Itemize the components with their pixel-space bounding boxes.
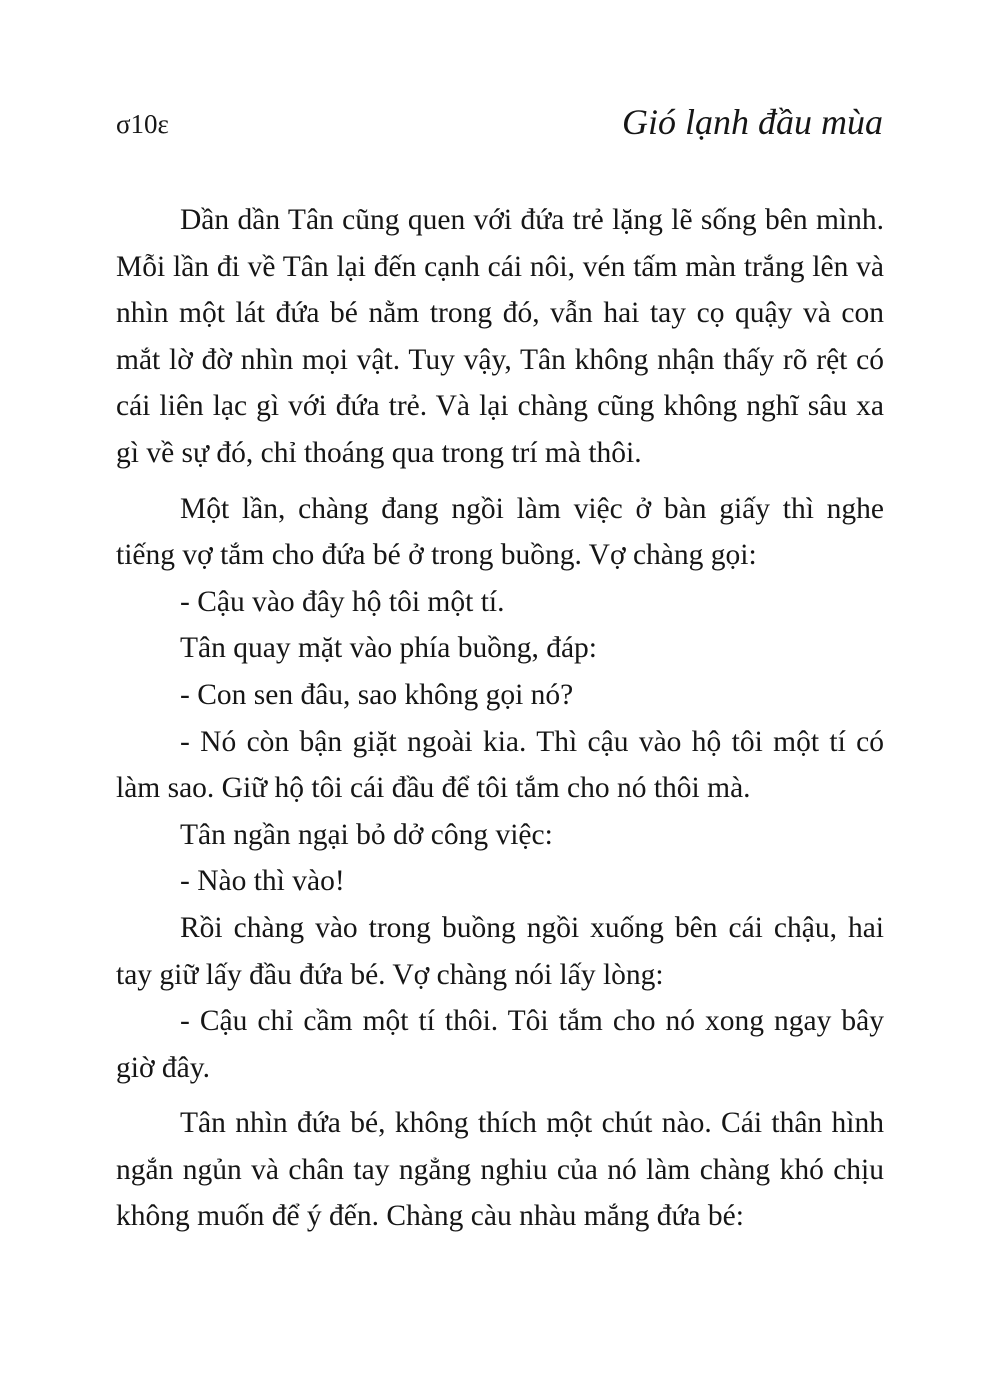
paragraph: - Nào thì vào! xyxy=(180,865,345,898)
running-title: Gió lạnh đầu mùa xyxy=(622,102,883,142)
page-header xyxy=(0,104,1000,154)
paragraph: Dần dần Tân cũng quen với đứa trẻ lặng lẽ sống bên mình. Mỗi lần đi về Tân lại đến cạnh cái nôi, vén tấm màn trắng lên và nhìn một lát đứa bé nằm trong đó, vẫn hai tay cọ quậy và con mắt lờ đờ nhìn mọi vật. Tuy vậy, Tân không nhận thấy rõ rệt có cái liên lạc gì với đứa trẻ. Và lại chàng cũng không nghĩ sâu xa gì về sự đó, chỉ thoáng qua trong trí mà thôi. xyxy=(116,204,884,469)
paragraph: - Con sen đâu, sao không gọi nó? xyxy=(180,678,574,711)
paragraph: - Nó còn bận giặt ngoài kia. Thì cậu vào hộ tôi một tí có làm sao. Giữ hộ tôi cái đầu để tôi tắm cho nó thôi mà. xyxy=(116,725,884,805)
paragraph: Rồi chàng vào trong buồng ngồi xuống bên cái chậu, hai tay giữ lấy đầu đứa bé. Vợ chàng nói lấy lòng: xyxy=(116,911,884,991)
page-number: σ10ε xyxy=(116,109,169,139)
paragraph: Một lần, chàng đang ngồi làm việc ở bàn giấy thì nghe tiếng vợ tắm cho đứa bé ở trong buồng. Vợ chàng gọi: xyxy=(116,492,884,572)
body-text xyxy=(116,197,884,1240)
paragraph: Tân quay mặt vào phía buồng, đáp: xyxy=(180,632,597,665)
paragraph: - Cậu chỉ cầm một tí thôi. Tôi tắm cho nó xong ngay bây giờ đây. xyxy=(116,1005,884,1084)
paragraph: Tân ngần ngại bỏ dở công việc: xyxy=(180,818,553,851)
paragraph: - Cậu vào đây hộ tôi một tí. xyxy=(180,585,505,618)
paragraph: Tân nhìn đứa bé, không thích một chút nào. Cái thân hình ngắn ngủn và chân tay ngẳng nghiu của nó làm chàng khó chịu không muốn để ý đến. Chàng càu nhàu mắng đứa bé: xyxy=(116,1107,884,1233)
